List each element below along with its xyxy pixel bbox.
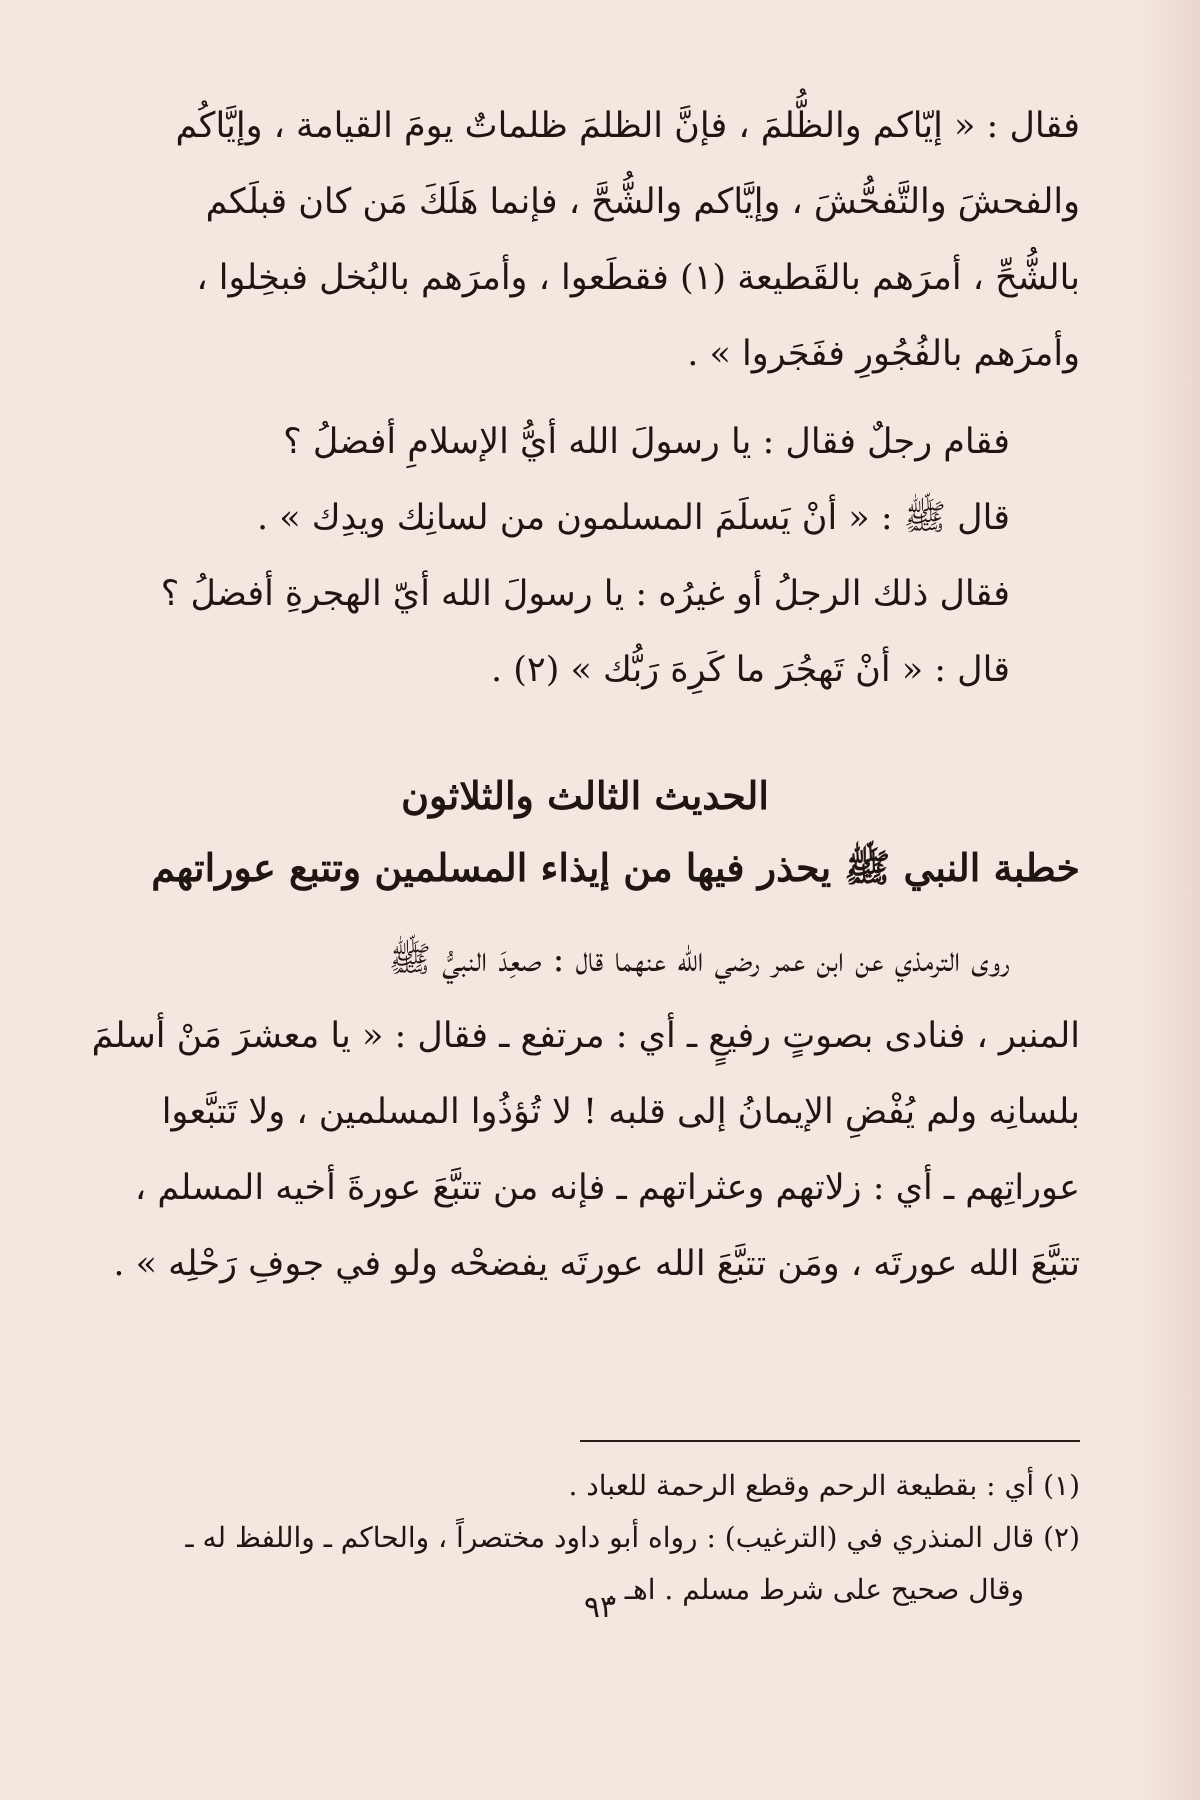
footnote-2-line-2: وقال صحيح على شرط مسلم . اهـ .	[606, 1573, 1024, 1606]
narration-block	[90, 922, 1080, 1302]
section-number-heading: الحديث الثالث والثلاثون	[401, 773, 769, 818]
dialogue-line-2: قال ﷺ : « أنْ يَسلَمَ المسلمون من لسانِك ويدِك » .	[257, 498, 1010, 538]
hadith-line-3: بالشُّحِّ ، أمرَهم بالقَطيعة (١) فقطَعوا ، وأمرَهم بالبُخل فبخِلوا ،	[196, 258, 1080, 298]
narration-line-3: بلسانِه ولم يُفْضِ الإيمانُ إلى قلبه ! لا تُؤذُوا المسلمين ، ولا تَتبَّعوا	[161, 1092, 1080, 1132]
dialogue-block	[90, 404, 1080, 708]
dialogue-line-4: قال : « أنْ تَهجُرَ ما كَرِهَ رَبُّك » (٢) .	[490, 650, 1010, 690]
dialogue-line-3: فقال ذلك الرجلُ أو غيرُه : يا رسولَ الله أيّ الهجرةِ أفضلُ ؟	[160, 574, 1010, 614]
page-number: ٩٣	[583, 1590, 617, 1625]
narration-line-5: تتبَّعَ الله عورتَه ، ومَن تتبَّعَ الله عورتَه يفضحْه ولو في جوفِ رَحْلِه » .	[113, 1244, 1080, 1284]
hadith-line-4: وأمرَهم بالفُجُورِ ففَجَروا » .	[687, 334, 1080, 374]
narration-line-4: عوراتِهم ـ أي : زلاتهم وعثراتهم ـ فإنه من تتبَّعَ عورةَ أخيه المسلم ،	[134, 1168, 1080, 1208]
section-title-heading: خطبة النبي ﷺ يحذر فيها من إيذاء المسلمين وتتبع عوراتهم	[151, 845, 1080, 890]
dialogue-line-1: فقام رجلٌ فقال : يا رسولَ الله أيُّ الإسلامِ أفضلُ ؟	[283, 422, 1010, 462]
hadith-line-1: فقال : « إيّاكم والظُّلمَ ، فإنَّ الظلمَ ظلماتٌ يومَ القيامة ، وإيَّاكُم	[175, 106, 1080, 146]
narration-line-2: المنبر ، فنادى بصوتٍ رفيعٍ ـ أي : مرتفع ـ فقال : « يا معشرَ مَنْ أسلمَ	[91, 1016, 1080, 1056]
page-edge-shade	[1140, 0, 1200, 1800]
footnote-divider	[580, 1440, 1080, 1442]
footnote-2-line-1: (٢) قال المنذري في (الترغيب) : رواه أبو داود مختصراً ، والحاكم ـ واللفظ له ـ	[185, 1521, 1080, 1554]
hadith-line-2: والفحشَ والتَّفحُّشَ ، وإيَّاكم والشُّحَّ ، فإنما هَلَكَ مَن كان قبلَكم	[205, 182, 1080, 222]
narration-line-1: روى الترمذي عن ابن عمر رضي الله عنهما قال : صعِدَ النبيُّ ﷺ	[388, 940, 1010, 980]
book-page	[90, 88, 1080, 1778]
hadith-text-block	[90, 88, 1080, 392]
footnote-1: (١) أي : بقطيعة الرحم وقطع الرحمة للعباد .	[568, 1469, 1080, 1502]
